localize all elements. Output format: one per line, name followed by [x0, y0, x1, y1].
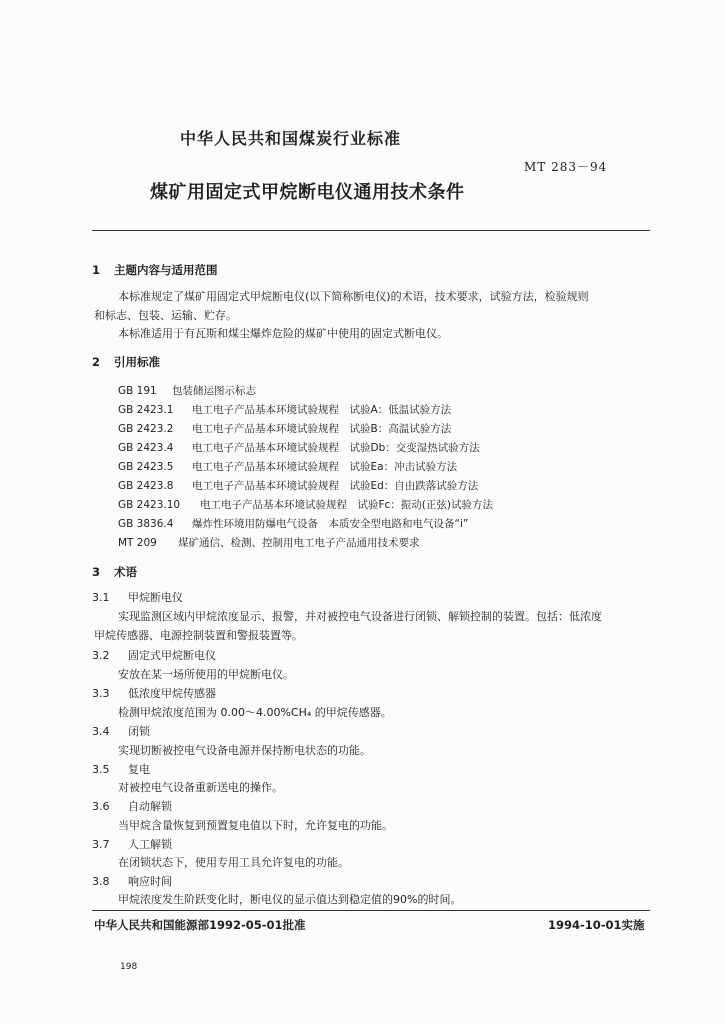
- section-1-paragraph-2: 本标准适用于有瓦斯和煤尘爆炸危险的煤矿中使用的固定式断电仪。: [118, 327, 448, 340]
- term-heading: [92, 647, 216, 663]
- section-number: 3: [92, 565, 101, 579]
- section-1-heading: [92, 262, 218, 278]
- term-definition: 对被控电气设备重新送电的操作。: [118, 781, 283, 794]
- term-name: 低浓度甲烷传感器: [128, 687, 216, 700]
- reference-text: 爆炸性环境用防爆电气设备 本质安全型电路和电气设备“i”: [192, 518, 469, 530]
- term-name: 人工解锁: [128, 838, 172, 851]
- term-heading: [92, 836, 172, 852]
- reference-code: GB 3836.4: [118, 518, 174, 530]
- reference-code: GB 2423.1: [118, 404, 174, 416]
- term-number: 3.8: [92, 875, 110, 888]
- reference-text: 煤矿通信、检测、控制用电工电子产品通用技术要求: [178, 537, 420, 549]
- term-name: 闭锁: [128, 725, 150, 738]
- term-name: 响应时间: [128, 875, 172, 888]
- term-number: 3.1: [92, 591, 110, 604]
- term-definition-cont: 甲烷传感器、电源控制装置和警报装置等。: [94, 629, 303, 642]
- term-definition: 安放在某一场所使用的甲烷断电仪。: [118, 668, 294, 681]
- term-heading: [92, 723, 150, 739]
- term-number: 3.7: [92, 838, 110, 851]
- term-definition: 甲烷浓度发生阶跃变化时，断电仪的显示值达到稳定值的90%的时间。: [118, 893, 462, 906]
- standard-header: 中华人民共和国煤炭行业标准: [180, 129, 402, 148]
- reference-text: 电工电子产品基本环境试验规程 试验B：高温试验方法: [192, 423, 452, 435]
- reference-code: GB 2423.4: [118, 442, 174, 454]
- reference-code: GB 191: [118, 385, 157, 397]
- approval-line: 中华人民共和国能源部1992-05-01批准: [94, 918, 306, 932]
- section-2-heading: [92, 354, 160, 370]
- term-heading: [92, 589, 183, 605]
- section-1-paragraph-1-cont: 和标志、包装、运输、贮存。: [94, 309, 237, 322]
- term-number: 3.5: [92, 763, 110, 776]
- reference-code: MT 209: [118, 537, 157, 549]
- term-heading: [92, 873, 172, 889]
- footer-divider: [92, 910, 650, 911]
- document-title: 煤矿用固定式甲烷断电仪通用技术条件: [150, 182, 465, 203]
- section-number: 1: [92, 263, 101, 277]
- term-name: 甲烷断电仪: [128, 591, 183, 604]
- reference-item: [118, 383, 256, 398]
- term-heading: [92, 798, 172, 814]
- term-number: 3.3: [92, 687, 110, 700]
- reference-code: GB 2423.5: [118, 461, 174, 473]
- reference-text: 电工电子产品基本环境试验规程 试验A：低温试验方法: [192, 404, 452, 416]
- reference-item: [118, 459, 457, 474]
- reference-text: 电工电子产品基本环境试验规程 试验Fc：振动(正弦)试验方法: [200, 499, 494, 511]
- term-name: 自动解锁: [128, 800, 172, 813]
- reference-code: GB 2423.8: [118, 480, 174, 492]
- title-divider: [92, 230, 650, 231]
- section-title: 主题内容与适用范围: [114, 263, 218, 277]
- standard-code: MT 283－94: [524, 160, 608, 174]
- reference-item: [118, 516, 468, 531]
- reference-item: [118, 535, 420, 550]
- reference-item: [118, 440, 480, 455]
- section-1-paragraph-1: 本标准规定了煤矿用固定式甲烷断电仪(以下简称断电仪)的术语，技术要求，试验方法，检验规则: [118, 290, 589, 303]
- reference-code: GB 2423.10: [118, 499, 181, 511]
- section-title: 术语: [114, 565, 137, 579]
- term-number: 3.6: [92, 800, 110, 813]
- section-title: 引用标准: [114, 355, 160, 369]
- term-definition: 检测甲烷浓度范围为 0.00～4.00%CH₄ 的甲烷传感器。: [118, 706, 392, 719]
- reference-text: 电工电子产品基本环境试验规程 试验Ed：自由跌落试验方法: [192, 480, 479, 492]
- implementation-date: 1994-10-01实施: [548, 918, 645, 932]
- reference-item: [118, 497, 493, 512]
- reference-item: [118, 421, 451, 436]
- reference-code: GB 2423.2: [118, 423, 174, 435]
- term-heading: [92, 685, 216, 701]
- reference-item: [118, 478, 478, 493]
- reference-text: 包装储运图示标志: [172, 385, 256, 397]
- term-heading: [92, 761, 150, 777]
- term-name: 复电: [128, 763, 150, 776]
- page-number: 198: [120, 962, 138, 972]
- reference-text: 电工电子产品基本环境试验规程 试验Db：交变湿热试验方法: [192, 442, 480, 454]
- term-definition: 实现切断被控电气设备电源并保持断电状态的功能。: [118, 744, 371, 757]
- term-number: 3.2: [92, 649, 110, 662]
- section-3-heading: [92, 564, 137, 580]
- term-definition: 当甲烷含量恢复到预置复电值以下时，允许复电的功能。: [118, 819, 393, 832]
- reference-text: 电工电子产品基本环境试验规程 试验Ea：冲击试验方法: [192, 461, 458, 473]
- reference-item: [118, 402, 451, 417]
- section-number: 2: [92, 355, 101, 369]
- term-name: 固定式甲烷断电仪: [128, 649, 216, 662]
- term-number: 3.4: [92, 725, 110, 738]
- term-definition: 实现监测区域内甲烷浓度显示、报警，并对被控电气设备进行闭锁、解锁控制的装置。包括：低浓度: [118, 610, 602, 623]
- term-definition: 在闭锁状态下，使用专用工具允许复电的功能。: [118, 856, 349, 869]
